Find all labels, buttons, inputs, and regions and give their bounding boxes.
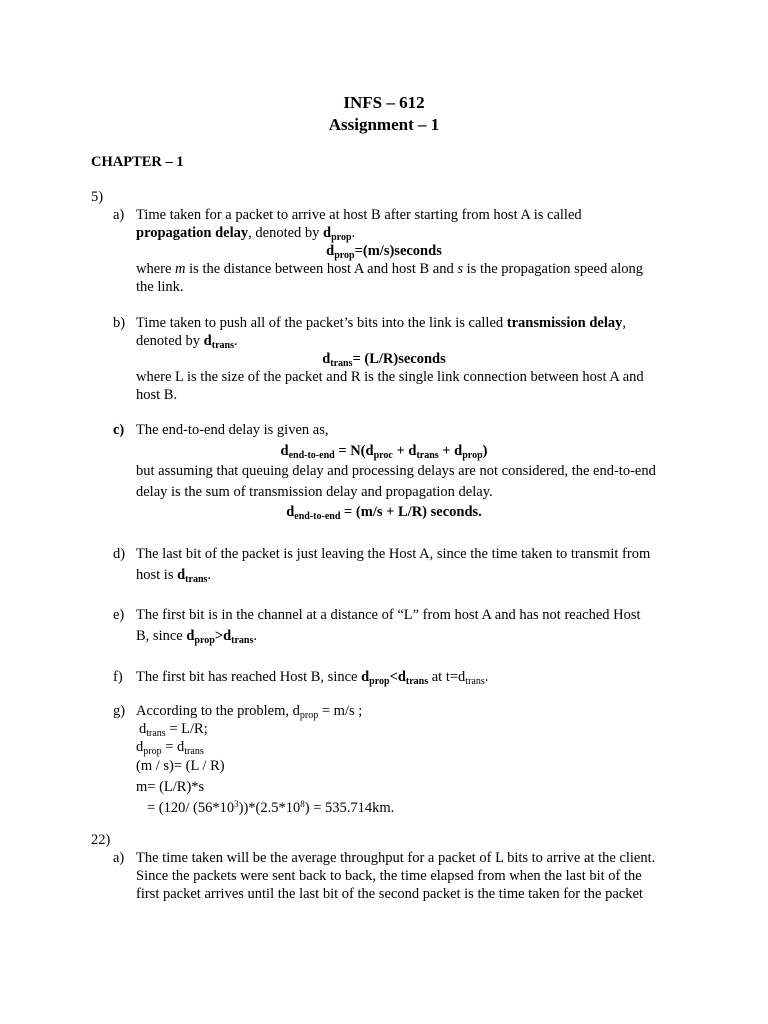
formula-d-prop <box>0 242 768 260</box>
text-span: According to the problem, d <box>136 703 300 719</box>
formula-d-trans <box>0 350 768 368</box>
superscript: 8 <box>300 799 305 809</box>
text-span: B, since <box>136 628 187 644</box>
text-span: ) = 535.714km. <box>304 800 395 816</box>
variable-m: m <box>175 261 186 277</box>
formula-text: ) <box>482 443 488 459</box>
item-label-a: a) <box>113 850 125 866</box>
formula-text: <d <box>389 669 406 685</box>
subscript: trans <box>184 746 204 757</box>
item-b-line-2 <box>136 332 238 350</box>
text-span: . <box>207 567 212 583</box>
formula-end-to-end-n <box>0 442 768 460</box>
item-b-line-1 <box>136 314 626 332</box>
item-g-line-1 <box>136 702 362 720</box>
item-label-b: b) <box>113 315 126 331</box>
text-span: ))*(2.5*10 <box>238 800 301 816</box>
term-propagation-delay: propagation delay <box>136 225 249 241</box>
item-label-a: a) <box>113 207 125 223</box>
subscript: prop <box>299 710 319 721</box>
text-span: , denoted by <box>248 225 324 241</box>
subscript: prop <box>462 450 483 461</box>
subscript: trans <box>231 635 254 646</box>
symbol-d-prop <box>323 225 351 241</box>
text-span: d <box>136 739 144 755</box>
text-span: host is <box>136 567 178 583</box>
formula-text: + d <box>438 443 463 459</box>
symbol-d-trans <box>177 567 207 583</box>
question-number-5: 5) <box>91 189 104 205</box>
symbol-d-trans <box>204 333 234 349</box>
item-g-line-3 <box>136 738 204 756</box>
superscript: 3 <box>234 799 239 809</box>
item-a-line-1: Time taken for a packet to arrive at host B after starting from host A is called <box>136 207 582 223</box>
item-c-line-1: The end-to-end delay is given as, <box>136 422 329 438</box>
item-label-c: c) <box>113 422 125 438</box>
text-span: is the distance between host A and host B and <box>185 261 458 277</box>
item-label-d: d) <box>113 546 126 562</box>
subscript: prop <box>334 250 355 261</box>
item-label-e: e) <box>113 607 125 623</box>
item-b-line-4: where L is the size of the packet and R is the single link connection between host A and <box>136 369 644 385</box>
formula-text: >d <box>214 628 232 644</box>
assignment-title: Assignment – 1 <box>328 115 440 134</box>
text-span: . <box>233 333 238 349</box>
symbol-d: d <box>326 243 335 259</box>
item-g-line-6 <box>147 799 394 817</box>
text-span: denoted by <box>136 333 204 349</box>
symbol-d: d <box>203 333 212 349</box>
item-e-line-1: The first bit is in the channel at a distance of “L” from host A and has not reached Host <box>136 607 641 623</box>
formula-text: = (m/s + L/R) seconds. <box>340 504 482 520</box>
subscript: proc <box>373 450 393 461</box>
subscript: trans <box>211 340 234 351</box>
item-g-line-2 <box>139 720 208 738</box>
item-c-line-4: delay is the sum of transmission delay and propagation delay. <box>136 484 493 500</box>
item-e-line-2 <box>136 627 257 645</box>
subscript: prop <box>369 676 390 687</box>
formula-text: + d <box>392 443 417 459</box>
text-span: is the propagation speed along <box>463 261 644 277</box>
formula-end-to-end-sum <box>0 503 768 521</box>
item-c-line-3: but assuming that queuing delay and processing delays are not considered, the end-to-end <box>136 463 656 479</box>
q22-a-line-2: Since the packets were sent back to back, the time elapsed from when the last bit of the <box>136 868 642 884</box>
course-title: INFS – 612 <box>343 93 425 112</box>
inequality-prop-lt-trans <box>361 669 428 685</box>
chapter-heading: CHAPTER – 1 <box>91 154 184 170</box>
text-span: where <box>136 261 176 277</box>
text-span: d <box>139 721 147 737</box>
text-span: = m/s ; <box>318 703 363 719</box>
item-a-line-2 <box>136 224 355 242</box>
item-g-line-5: m= (L/R)*s <box>136 779 205 795</box>
subscript: end-to-end <box>294 511 341 522</box>
symbol-d: d <box>322 351 331 367</box>
q22-a-line-3: first packet arrives until the last bit of the second packet is the time taken for the packet <box>136 886 643 902</box>
item-b-line-5: host B. <box>136 387 178 403</box>
subscript: trans <box>416 450 439 461</box>
symbol-d: d <box>186 628 195 644</box>
subscript: trans <box>465 676 485 687</box>
formula-text: =(m/s)seconds <box>354 243 442 259</box>
question-number-22: 22) <box>91 832 111 848</box>
q22-a-line-1: The time taken will be the average throughput for a packet of L bits to arrive at the client. <box>136 850 656 866</box>
subscript: trans <box>185 574 208 585</box>
subscript: prop <box>194 635 215 646</box>
item-label-f: f) <box>113 669 123 685</box>
symbol-d: d <box>286 504 295 520</box>
item-label-g: g) <box>113 703 126 719</box>
text-span: = (120/ (56*10 <box>147 800 235 816</box>
symbol-d: d <box>177 567 186 583</box>
text-span: . <box>253 628 257 644</box>
text-span: The first bit has reached Host B, since <box>136 669 362 685</box>
text-span: at t=d <box>428 669 466 685</box>
subscript: end-to-end <box>288 450 335 461</box>
subscript: trans <box>146 728 166 739</box>
item-a-line-4 <box>136 260 643 278</box>
subscript: prop <box>143 746 162 757</box>
text-span: , <box>622 315 627 331</box>
inequality-prop-gt-trans <box>186 628 253 644</box>
symbol-d: d <box>280 443 289 459</box>
item-d-line-2 <box>136 566 211 584</box>
text-span: = d <box>161 739 185 755</box>
subscript: trans <box>330 358 353 369</box>
item-g-line-4: (m / s)= (L / R) <box>136 758 225 774</box>
subscript: prop <box>331 232 352 243</box>
item-f-line-1 <box>136 668 488 686</box>
formula-text: = N(d <box>334 443 374 459</box>
text-span: . <box>351 225 356 241</box>
item-a-line-5: the link. <box>136 279 184 295</box>
formula-text: = (L/R)seconds <box>352 351 446 367</box>
text-span: Time taken to push all of the packet’s bits into the link is called <box>136 315 507 331</box>
symbol-d: d <box>323 225 332 241</box>
term-transmission-delay: transmission delay <box>506 315 623 331</box>
text-span: = L/R; <box>165 721 208 737</box>
variable-s: s <box>457 261 464 277</box>
text-span: . <box>484 669 489 685</box>
symbol-d: d <box>361 669 370 685</box>
item-d-line-1: The last bit of the packet is just leaving the Host A, since the time taken to transmit from <box>136 546 651 562</box>
subscript: trans <box>405 676 429 687</box>
